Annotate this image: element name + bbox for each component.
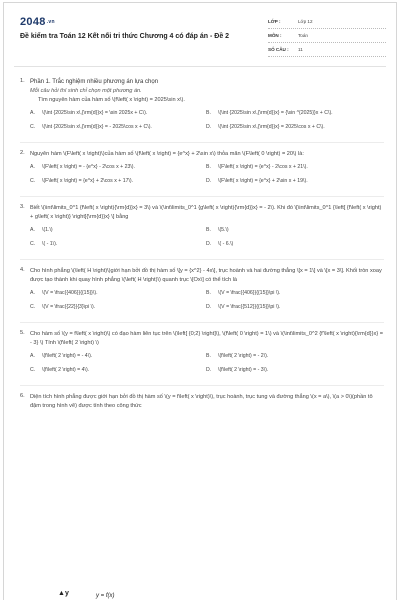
question-number: 1. [20, 78, 25, 84]
meta-row-class: LỚP : Lớp 12 [268, 16, 386, 29]
exam-meta [268, 16, 386, 58]
option-d[interactable]: D. \(V = \frac{{512}}{{15}}\pi \). [206, 304, 281, 310]
question-list [20, 78, 384, 420]
question-stem: Biết \(\int\limits_0^1 {f\left( x \right){\rm{d}}x} = 3\) và \(\int\limits_0^1 {g\left( x \right){\rm{d}}x} = - 2\). Khi đó \[\int\limits_0^1 {\left[ {f\left( x \right) + g\left( x \right)} \right]{\rm{d}}x} \] bằng [30, 205, 382, 220]
option-a[interactable]: A. \(\int {2025\sin x\,{\rm{d}}x} = \sin 2025x + C\). [30, 110, 148, 116]
graph-figure [54, 590, 134, 600]
question-3 [20, 204, 384, 250]
question-1 [20, 78, 384, 133]
question-divider [20, 196, 384, 197]
meta-row-question-count: SỐ CÂU : 11 [268, 44, 386, 57]
meta-row-subject: MÔN : Toán [268, 30, 386, 43]
question-stem: Cho hình phẳng \(\left( H \right)\)giới hạn bởi đồ thị hàm số \[y = {x^2} - 4x\], trục hoành và hai đường thẳng \[x = 1\] và \[x = 3\]. Khối tròn xoay được tạo thành khi quay hình phẳng \(\left( H \right)\) quanh trục \[Ox\] có thể tích là [30, 268, 382, 283]
question-4 [20, 267, 384, 313]
section-title: Phần 1. Trắc nghiệm nhiều phương án lựa chọn [30, 79, 159, 85]
question-number: 6. [20, 393, 25, 399]
option-c[interactable]: C. \(\int {2025\sin x\,{\rm{d}}x} = - 2025\cos x + C\). [30, 124, 152, 130]
option-a[interactable]: A. \(f\left( 2 \right) = - 4\). [30, 353, 93, 359]
option-b[interactable]: B. \(V = \frac{{406}}{{15}}\pi \). [206, 290, 281, 296]
question-stem: Cho hàm số \(y = f\left( x \right)\) có đạo hàm liên tục trên \(\left[ {0;2} \right]\), \(f\left( 0 \right) = 1\) và \(\int\limits_0^2 {f'\left( x \right){\rm{d}}x} = - 3} \) Tính \(f\left( 2 \right) \) [30, 331, 383, 346]
option-b[interactable]: B. \(\int {2025\sin x\,{\rm{d}}x} = {\sin ^{2025}}x + C\). [206, 110, 333, 116]
option-d[interactable]: D. \( - 6.\) [206, 241, 234, 247]
question-divider [20, 322, 384, 323]
question-5 [20, 330, 384, 376]
curve-label: y = f(x) [96, 593, 115, 599]
answer-options [30, 352, 384, 376]
option-c[interactable]: C. \(V = \frac{{22}}{3}\pi \). [30, 304, 96, 310]
question-divider [20, 259, 384, 260]
option-a[interactable]: A. \(1.\) [30, 227, 53, 233]
option-c[interactable]: C. \( - 1\). [30, 241, 58, 247]
question-stem: Tìm nguyên hàm của hàm số \(f\left( x \right) = 2025\sin x\). [38, 97, 185, 103]
question-2 [20, 150, 384, 187]
question-number: 2. [20, 150, 25, 156]
option-d[interactable]: D. \(F\left( x \right) = {e^x} + 2\sin x + 19\). [206, 178, 308, 184]
question-stem: Diện tích hình phẳng được giới hạn bởi đồ thị hàm số \(y = f\left( x \right)\), trục hoành, trục tung và đường thẳng \(x = a\), \(a > 0\)(phần tô đậm trong hình vẽ) được tính theo công thức [30, 394, 373, 409]
site-logo[interactable]: 2048.vn [20, 16, 55, 28]
header-divider [14, 66, 386, 67]
exam-header [14, 10, 386, 60]
question-number: 5. [20, 330, 25, 336]
option-b[interactable]: B. \(F\left( x \right) = {e^x} - 2\cos x + 21\). [206, 164, 308, 170]
question-stem: Nguyên hàm \(F\left( x \right)\)của hàm số \(f\left( x \right) = {e^x} + 2\sin x\) thỏa mãn \(F\left( 0 \right) = 20\) là: [30, 151, 304, 157]
section-instruction: Mỗi câu hỏi thí sinh chỉ chọn một phương án. [30, 88, 142, 94]
option-a[interactable]: A. \(V = \frac{{406}}{{15}}\). [30, 290, 98, 296]
question-6 [20, 393, 384, 411]
y-axis-arrow-icon: ▲y [58, 590, 69, 597]
option-d[interactable]: D. \(f\left( 2 \right) = - 3\). [206, 367, 269, 373]
option-c[interactable]: C. \(F\left( x \right) = {e^x} + 2\cos x + 17\). [30, 178, 134, 184]
option-b[interactable]: B. \(f\left( 2 \right) = - 2\). [206, 353, 269, 359]
option-b[interactable]: B. \(5.\) [206, 227, 229, 233]
answer-options [30, 163, 384, 187]
question-divider [20, 385, 384, 386]
option-d[interactable]: D. \(\int {2025\sin x\,{\rm{d}}x} = 2025\cos x + C\). [206, 124, 325, 130]
exam-title: Đề kiểm tra Toán 12 Kết nối tri thức Chương 4 có đáp án - Đề 2 [20, 33, 230, 40]
answer-options [30, 109, 384, 133]
answer-options [30, 289, 384, 313]
option-c[interactable]: C. \(f\left( 2 \right) = 4\). [30, 367, 90, 373]
answer-options [30, 226, 384, 250]
question-divider [20, 142, 384, 143]
question-number: 3. [20, 204, 25, 210]
question-number: 4. [20, 267, 25, 273]
option-a[interactable]: A. \(F\left( x \right) = - {e^x} - 2\cos x + 23\). [30, 164, 135, 170]
